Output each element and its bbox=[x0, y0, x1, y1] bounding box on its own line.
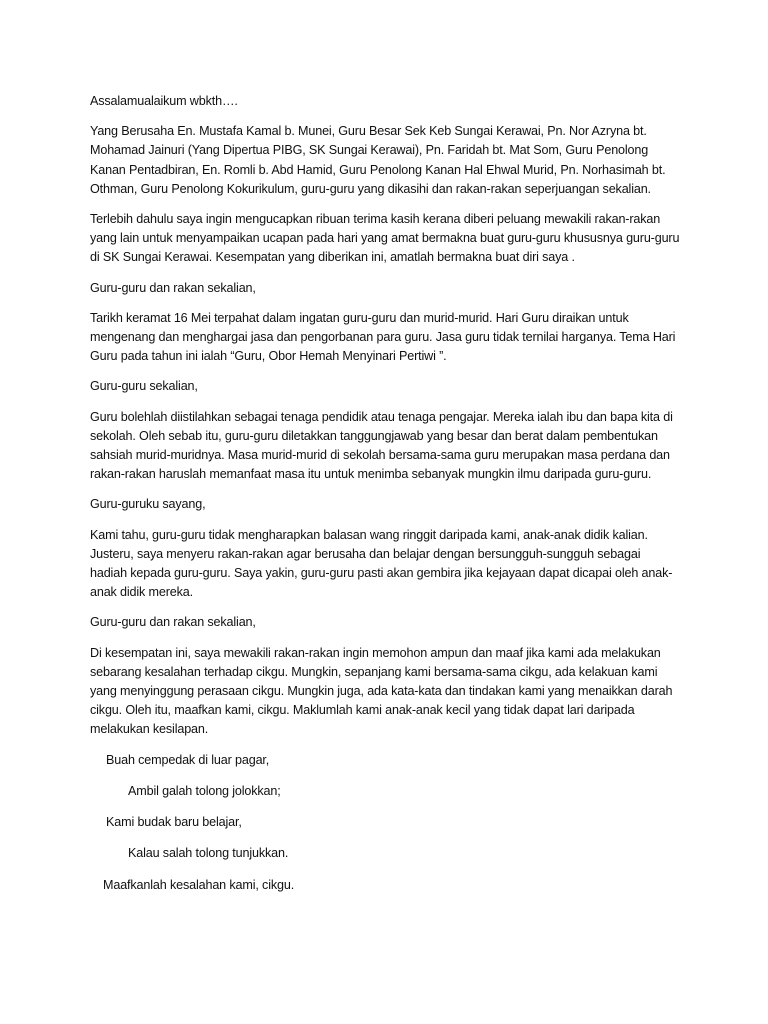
paragraph-gratitude: Terlebih dahulu saya ingin mengucapkan ribuan terima kasih kerana diberi peluang mewakili rakan-rakan yang lain untuk menyampaikan ucapan pada hari yang amat bermakna buat guru-guru khususnya guru-guru di SK Sungai Kerawai. Kesempatan yang diberikan ini, amatlah bermakna buat diri saya . bbox=[90, 212, 680, 265]
pantun bbox=[90, 751, 680, 895]
greeting: Assalamualaikum wbkth…. bbox=[90, 94, 238, 108]
salutation-guru-rakan: Guru-guru dan rakan sekalian, bbox=[90, 280, 256, 295]
salutation-guru: Guru-guru sekalian, bbox=[90, 379, 198, 394]
salutation-guruku: Guru-guruku sayang, bbox=[90, 497, 206, 512]
closing-line: Maafkanlah kesalahan kami, cikgu. bbox=[103, 877, 295, 892]
paragraph-honorifics: Yang Berusaha En. Mustafa Kamal b. Munei, Guru Besar Sek Keb Sungai Kerawai, Pn. Nor Azryna bt. Mohamad Jainuri (Yang Dipertua PIBG, SK Sungai Kerawai), Pn. Faridah bt. Mat Som, Guru Penolong Kanan Pentadbiran, En. Romli b. Abd Hamid, Guru Penolong Kanan Hal Ehwal Murid, Pn. Norhasimah bt. Othman, Guru Penolong Kokurikulum, guru-guru yang dikasihi dan rakan-rakan seperjuangan sekalian. bbox=[90, 124, 666, 196]
paragraph-hadiah: Kami tahu, guru-guru tidak mengharapkan balasan wang ringgit daripada kami, anak-anak didik kalian. Justeru, saya menyeru rakan-rakan agar berusaha dan belajar dengan bersungguh-sungguh sebagai hadiah kepada guru-guru. Saya yakin, guru-guru pasti akan gembira jika kejayaan dapat dicapai oleh anak-anak didik mereka. bbox=[90, 527, 673, 600]
pantun-line-2: Ambil galah tolong jolokkan; bbox=[128, 783, 281, 798]
speech-text bbox=[90, 92, 680, 907]
pantun-line-3: Kami budak baru belajar, bbox=[106, 815, 242, 830]
salutation-guru-rakan-2: Guru-guru dan rakan sekalian, bbox=[90, 615, 256, 630]
paragraph-hari-guru: Tarikh keramat 16 Mei terpahat dalam ingatan guru-guru dan murid-murid. Hari Guru diraikan untuk mengenang dan menghargai jasa dan pengorbanan para guru. Jasa guru tidak ternilai harganya. Tema Hari Guru pada tahun ini ialah “Guru, Obor Hemah Menyinari Pertiwi ”. bbox=[90, 310, 676, 364]
paragraph-peranan-guru: Guru bolehlah diistilahkan sebagai tenaga pendidik atau tenaga pengajar. Mereka ialah ibu dan bapa kita di sekolah. Oleh sebab itu, guru-guru diletakkan tanggungjawab yang besar dan berat dalam pembentukan sahsiah murid-muridnya. Masa murid-murid di sekolah bersama-sama guru merupakan masa perdana dan rakan-rakan haruslah memanfaat masa itu untuk menimba sebanyak mungkin ilmu daripada guru-guru. bbox=[90, 409, 673, 482]
pantun-line-1: Buah cempedak di luar pagar, bbox=[106, 752, 270, 767]
paragraph-maaf: Di kesempatan ini, saya mewakili rakan-rakan ingin memohon ampun dan maaf jika kami ada melakukan sebarang kesalahan terhadap cikgu. Mungkin, sepanjang kami bersama-sama cikgu, ada kelakuan kami yang menyinggung perasaan cikgu. Mungkin juga, ada kata-kata dan tindakan kami yang menaikkan darah cikgu. Oleh itu, maafkan kami, cikgu. Maklumlah kami anak-anak kecil yang tidak dapat lari daripada melakukan kesilapan. bbox=[90, 645, 673, 737]
pantun-line-4: Kalau salah tolong tunjukkan. bbox=[128, 846, 289, 861]
